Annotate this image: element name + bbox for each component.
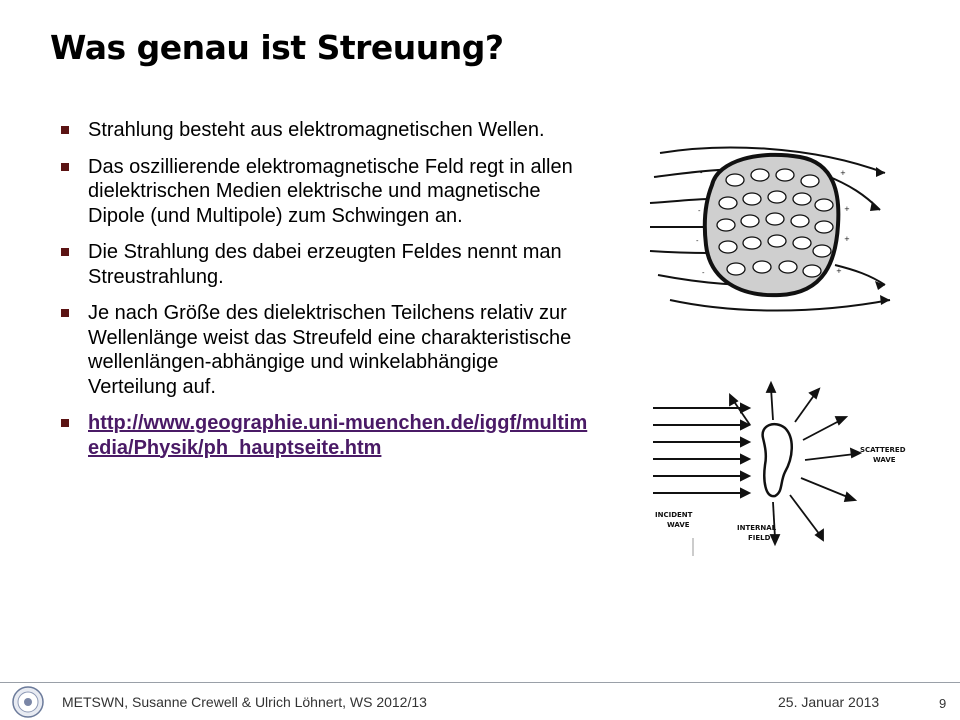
svg-text:+: + — [840, 169, 846, 177]
footer-author: METSWN, Susanne Crewell & Ulrich Löhnert, WS 2012/13 — [62, 694, 427, 710]
svg-text:+: + — [844, 235, 850, 243]
slide-title: Was genau ist Streuung? — [50, 28, 504, 67]
footer-date: 25. Januar 2013 — [778, 694, 880, 710]
dipole-particle-figure — [640, 115, 900, 325]
label-scattered: SCATTERED — [860, 446, 906, 454]
bullet-text: Je nach Größe des dielektrischen Teilchens relativ zur Wellenlänge weist das Streufeld eine charakteristische wellenlängen-abhängige und winkelabhängige Verteilung auf. — [88, 302, 572, 398]
label-internal-field: FIELD — [748, 534, 771, 542]
bullet-item — [58, 155, 588, 229]
svg-text:+: + — [836, 267, 842, 275]
bullet-square-icon — [61, 309, 69, 317]
bullet-text: Die Strahlung des dabei erzeugten Feldes nennt man Streustrahlung. — [88, 241, 562, 288]
label-incident: INCIDENT — [655, 511, 693, 519]
page-number: 9 — [939, 696, 947, 711]
bullet-list — [58, 118, 588, 472]
slide-footer — [0, 682, 960, 720]
university-seal-icon — [12, 686, 44, 718]
svg-text:-: - — [696, 237, 699, 245]
svg-text:-: - — [702, 269, 705, 277]
bullet-text: Strahlung besteht aus elektromagnetischen Wellen. — [88, 119, 545, 141]
footer-divider — [0, 682, 960, 683]
bullet-text: Das oszillierende elektromagnetische Feld regt in allen dielektrischen Medien elektrische und magnetische Dipole (und Multipole) zum Schwingen an. — [88, 155, 573, 227]
bullet-item-link — [58, 411, 588, 460]
bullet-square-icon — [61, 248, 69, 256]
label-scattered-wave: WAVE — [873, 456, 896, 464]
bullet-square-icon — [61, 163, 69, 171]
bullet-item — [58, 240, 588, 289]
svg-text:-: - — [700, 169, 703, 177]
label-internal: INTERNAL — [737, 524, 777, 532]
reference-link[interactable]: http://www.geographie.uni-muenchen.de/iggf/multimedia/Physik/ph_hauptseite.htm — [88, 412, 588, 459]
bullet-item — [58, 118, 588, 143]
label-incident-wave: WAVE — [667, 521, 690, 529]
bullet-square-icon — [61, 126, 69, 134]
scattering-diagram-figure — [645, 380, 915, 560]
svg-text:+: + — [844, 205, 850, 213]
svg-text:-: - — [698, 207, 701, 215]
bullet-square-icon — [61, 419, 69, 427]
bullet-item — [58, 301, 588, 399]
